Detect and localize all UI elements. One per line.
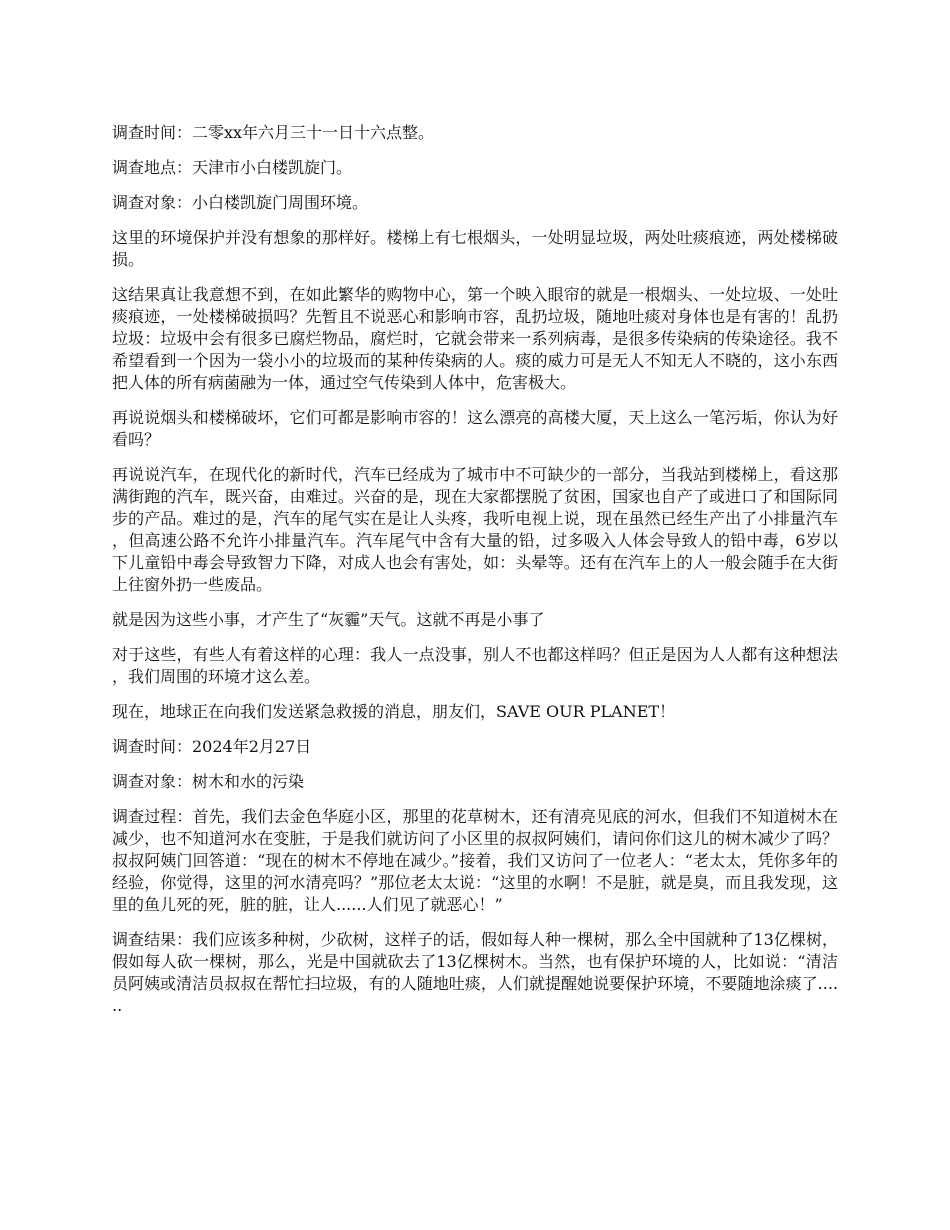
survey-result-paragraph: 调查结果：我们应该多种树，少砍树，这样子的话，假如每人种一棵树，那么全中国就种了13亿棵树，假如每人砍一棵树，那么，光是中国就砍去了13亿棵树木。当然，也有保护环境的人，比如说：“清洁员阿姨或清洁员叔叔在帮忙扫垃圾，有的人随地吐痰，人们就提醒她说要保护环境，不要随地涂痰了...... [112, 930, 838, 1015]
observation-paragraph: 这里的环境保护并没有想象的那样好。楼梯上有七根烟头，一处明显垃圾，两处吐痰痕迹，两处楼梯破损。 [112, 228, 838, 269]
haze-paragraph: 就是因为这些小事，才产生了“灰霾”天气。这就不再是小事了 [112, 610, 545, 629]
save-planet-paragraph: 现在，地球正在向我们发送紧急救援的消息，朋友们，SAVE OUR PLANET！ [112, 702, 676, 721]
cigarette-stairs-paragraph: 再说说烟头和楼梯破坏，它们可都是影响市容的！这么漂亮的高楼大厦，天上这么一笔污垢，你认为好看吗？ [112, 408, 838, 449]
second-survey-subject-line: 调查对象：树木和水的污染 [112, 772, 305, 791]
second-survey-time-line: 调查时间：2024年2月27日 [112, 737, 312, 756]
car-exhaust-paragraph: 再说说汽车，在现代化的新时代，汽车已经成为了城市中不可缺少的一部分，当我站到楼梯上，看这那满街跑的汽车，既兴奋，由难过。兴奋的是，现在大家都摆脱了贫困，国家也自产了或进口了和国际同步的产品。难过的是，汽车的尾气实在是让人头疼，我听电视上说，现在虽然已经生产出了小排量汽车，但高速公路不允许小排量汽车。汽车尾气中含有大量的铅，过多吸入人体会导致人的铅中毒，6岁以下儿童铅中毒会导致智力下降，对成人也会有害处，如：头晕等。还有在汽车上的人一般会随手在大街上往窗外扔一些废品。 [112, 465, 838, 594]
litter-spitting-paragraph: 这结果真让我意想不到，在如此繁华的购物中心，第一个映入眼帘的就是一根烟头、一处垃圾、一处吐痰痕迹，一处楼梯破损吗？先暂且不说恶心和影响市容，乱扔垃圾，随地吐痰对身体也是有害的！乱扔垃圾：垃圾中会有很多已腐烂物品，腐烂时，它就会带来一系列病毒，是很多传染病的传染途径。我不希望看到一个因为一袋小小的垃圾而的某种传染病的人。痰的威力可是无人不知无人不晓的，这小东西把人体的所有病菌融为一体，通过空气传染到人体中，危害极大。 [112, 285, 838, 392]
survey-time-line: 调查时间：二零xx年六月三十一日十六点整。 [112, 123, 435, 142]
survey-process-paragraph: 调查过程：首先，我们去金色华庭小区，那里的花草树木，还有清亮见底的河水，但我们不知道树木在减少，也不知道河水在变脏，于是我们就访问了小区里的叔叔阿姨们，请问你们这儿的树木减少了吗？叔叔阿姨门回答道：“现在的树木不停地在减少。”接着，我们又访问了一位老人：“老太太，凭你多年的经验，你觉得，这里的河水清亮吗？”那位老太太说：“这里的水啊！不是脏，就是臭，而且我发现，这里的鱼儿死的死，脏的脏，让人......人们见了就恶心！” [112, 807, 838, 914]
attitude-paragraph: 对于这些，有些人有着这样的心理：我人一点没事，别人不也都这样吗？但正是因为人人都有这种想法，我们周围的环境才这么差。 [112, 645, 838, 686]
survey-subject-line: 调查对象：小白楼凯旋门周围环境。 [112, 193, 369, 212]
document-page [112, 122, 838, 1030]
survey-location-line: 调查地点：天津市小白楼凯旋门。 [112, 158, 353, 177]
